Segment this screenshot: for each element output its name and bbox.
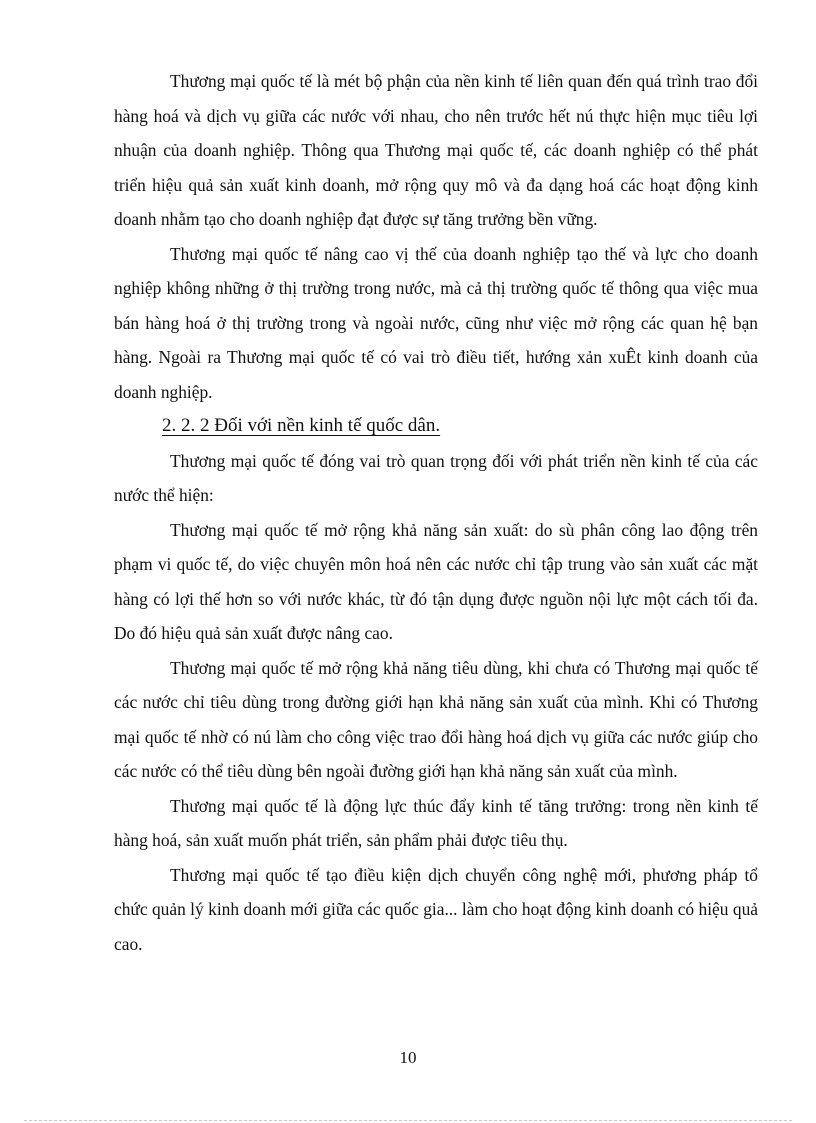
paragraph-national-intro: Thương mại quốc tế đóng vai trò quan trọng đối với phát triển nền kinh tế của các nước thể hiện: (114, 450, 758, 505)
section-heading (114, 409, 758, 444)
page-number: 10 (399, 1048, 417, 1067)
section-heading-text: 2. 2. 2 Đối với nền kinh tế quốc dân. (162, 415, 441, 436)
paragraph-technology: Thương mại quốc tế tạo điều kiện dịch chuyển công nghệ mới, phương pháp tổ chức quản lý kinh doanh mới giữa các quốc gia... làm cho hoạt động kinh doanh có hiệu quả cao. (114, 864, 758, 954)
paragraph-growth: Thương mại quốc tế là động lực thúc đẩy kinh tế tăng trưởng: trong nền kinh tế hàng hoá, sản xuất muốn phát triển, sản phẩm phải được tiêu thụ. (114, 795, 758, 850)
paragraph-business-role: Thương mại quốc tế là mét bộ phận của nền kinh tế liên quan đến quá trình trao đổi hàng hoá và dịch vụ giữa các nước với nhau, cho nên trước hết nú thực hiện mục tiêu lợi nhuận của doanh nghiệp. Thông qua Thương mại quốc tế, các doanh nghiệp có thể phát triển hiệu quả sản xuất kinh doanh, mở rộng quy mô và đa dạng hoá các hoạt động kinh doanh nhằm tạo cho doanh nghiệp đạt được sự tăng trưởng bền vững. (114, 71, 758, 229)
paragraph-consumption: Thương mại quốc tế mở rộng khả năng tiêu dùng, khi chưa có Thương mại quốc tế các nước chỉ tiêu dùng trong đường giới hạn khả năng sản xuất của mình. Khi có Thương mại quốc tế nhờ có nú làm cho công việc trao đổi hàng hoá dịch vụ giữa các nước giúp cho các nước có thể tiêu dùng bên ngoài đường giới hạn khả năng sản xuất của mình. (114, 657, 758, 781)
page-bottom-divider (24, 1120, 792, 1121)
paragraph-production: Thương mại quốc tế mở rộng khả năng sản xuất: do sù phân công lao động trên phạm vi quốc tế, do việc chuyên môn hoá nên các nước chỉ tập trung vào sản xuất các mặt hàng có lợi thế hơn so với nước khác, từ đó tận dụng được nguồn nội lực một cách tối đa. Do đó hiệu quả sản xuất được nâng cao. (114, 519, 758, 643)
document-body (114, 64, 758, 961)
paragraph-business-position: Thương mại quốc tế nâng cao vị thế của doanh nghiệp tạo thế và lực cho doanh nghiệp không những ở thị trường trong nước, mà cả thị trường quốc tế thông qua việc mua bán hàng hoá ở thị trường trong và ngoài nước, cũng như việc mở rộng các quan hệ bạn hàng. Ngoài ra Thương mại quốc tế có vai trò điều tiết, hướng xản xuÊt kinh doanh của doanh nghiệp. (114, 243, 758, 402)
